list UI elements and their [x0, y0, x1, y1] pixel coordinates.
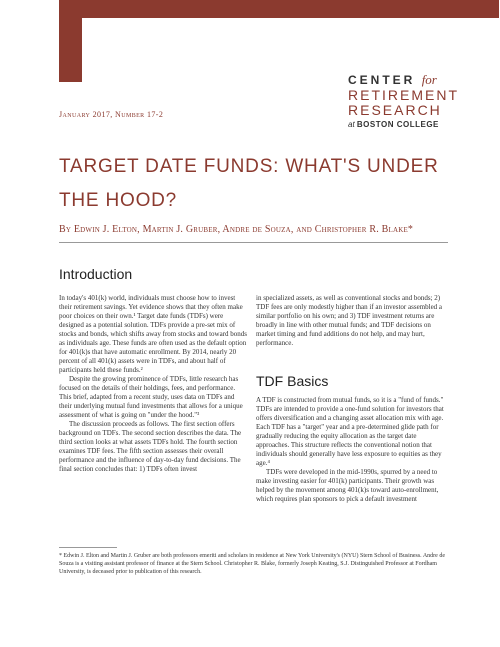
logo-college: BOSTON COLLEGE: [356, 120, 439, 129]
authors-line: By Edwin J. Elton, Martin J. Gruber, Andre de Souza, and Christopher R. Blake*: [59, 224, 414, 235]
brand-block: [59, 18, 82, 82]
logo-for: for: [421, 72, 437, 87]
basics-paragraph-1: A TDF is constructed from mutual funds, so it is a "fund of funds." TDFs are intended to provide a one-fund solution for investors that offers diversification and a changing asset allocation mix with age. Each TDF has a "target" year and a pre-determined glide path for gradually reducing the equity allocation as the target date approaches. This structure reflects the conventional notion that individuals should generally have less exposure to equities as they age.⁴: [256, 396, 444, 467]
logo-center: CENTER: [348, 73, 416, 87]
brand-bar: [59, 0, 499, 18]
intro-heading: Introduction: [59, 266, 133, 282]
intro-paragraph-3: The discussion proceeds as follows. The first section offers background on TDFs. The second section describes the data. The third section looks at what assets TDFs hold. The fourth section examines TDF fees. The fifth section assesses their overall performance and the influence of day-to-day fund decisions. The final section concludes that: 1) TDFs often invest: [59, 420, 242, 473]
logo-retirement: RETIREMENT: [348, 87, 459, 103]
header-rule: [59, 242, 448, 243]
basics-heading: TDF Basics: [256, 373, 329, 389]
intro-paragraph-4: in specialized assets, as well as conventional stocks and bonds; 2) TDF fees are only modestly higher than if an investor assembled a similar portfolio on his own; and 3) TDF investment returns are broadly in line with other mutual funds; and TDF decisions on market timing and fund additions do not help, and may hurt, performance.: [256, 294, 443, 347]
column-right-bottom: [256, 396, 446, 504]
intro-paragraph-1: In today's 401(k) world, individuals must choose how to invest their retirement savings. Yet evidence shows that they often make poor choices on their own.¹ Target date funds (TDFs) were designed as a potential solution. TDFs provide a pre-set mix of stocks and bonds, which shifts away from stocks and toward bonds as individuals age. These funds are often used as the default option for 401(k)s that have automatic enrollment. By 2014, nearly 20 percent of all 401(k) assets were in TDFs, and about half of participants held these funds.²: [59, 294, 248, 374]
basics-paragraph-2: TDFs were developed in the mid-1990s, spurred by a need to make investing easier for 401(k) participants. Their growth was helped by the movement among 401(k)s toward auto-enrollment, which requires plan sponsors to pick a default investment: [256, 468, 439, 503]
issue-date: January 2017, Number 17-2: [59, 110, 164, 119]
footnote-rule: [59, 547, 117, 548]
column-right-top: [256, 294, 446, 348]
brief-title: TARGET DATE FUNDS: WHAT'S UNDER THE HOOD?: [59, 156, 439, 211]
author-footnote: * Edwin J. Elton and Martin J. Gruber are both professors emeriti and scholars in residence at New York University's (NYU) Stern School of Business. Andre de Souza is a visiting assistant professor of finance at the Stern School. Christopher R. Blake, formerly Joseph Keating, S.J. Distinguished Professor at Fordham University, is deceased prior to publication of this research.: [59, 553, 446, 575]
logo-at: at: [348, 120, 355, 129]
intro-paragraph-2: Despite the growing prominence of TDFs, little research has focused on the details of their holdings, fees, and performance. This brief, adapted from a recent study, uses data on TDFs and their underlying mutual fund investments that allows for a unique assessment of what is going on "under the hood."³: [59, 375, 243, 419]
crr-logo: [348, 72, 466, 129]
logo-research: RESEARCH: [348, 102, 442, 118]
column-left: [59, 294, 247, 474]
